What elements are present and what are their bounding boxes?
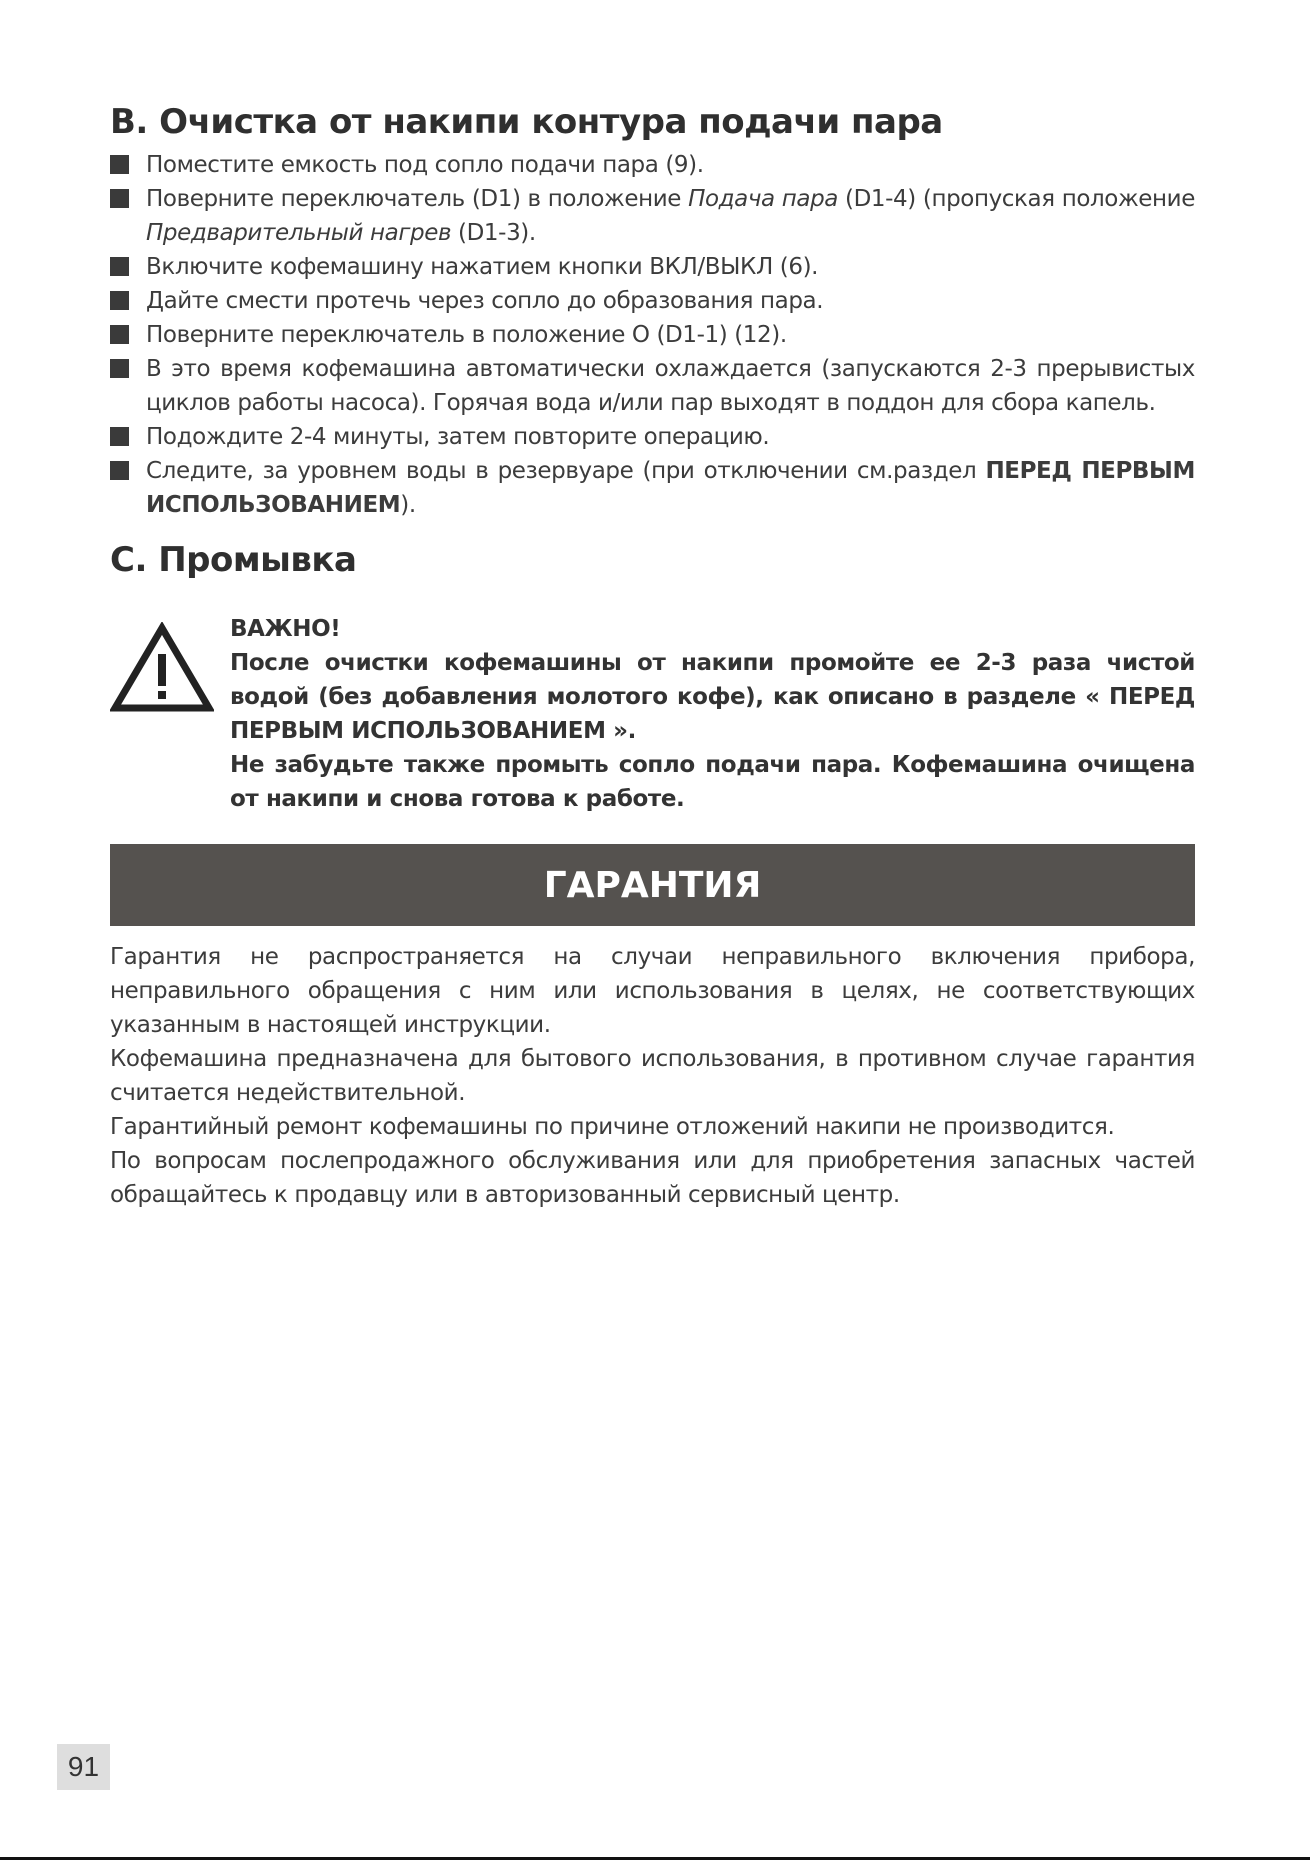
document-body [110,100,1195,1212]
warning-text: После очистки кофемашины от накипи промойте ее 2-3 раза чистой водой (без добавления молотого кофе), как описано в разделе « ПЕРЕД ПЕРВЫМ ИСПОЛЬЗОВАНИЕМ ». [230,650,1195,744]
list-item: В это время кофемашина автоматически охлаждается (запускаются 2-3 прерывистых циклов работы насоса). Горячая вода и/или пар выходят в поддон для сбора капель. [146,352,1195,420]
warranty-paragraph: Гарантия не распространяется на случаи неправильного включения прибора, неправильного обращения с ним или использования в целях, не соответствующих указанным в настоящей инструкции. [110,944,1195,1038]
list-item: Включите кофемашину нажатием кнопки ВКЛ/ВЫКЛ (6). [146,250,1195,284]
square-bullet-icon [110,461,129,480]
warning-triangle-icon [110,622,214,714]
warranty-banner [110,844,1195,926]
mode-preheat-label: Предварительный нагрев [146,220,452,246]
warranty-paragraph: По вопросам послепродажного обслуживания или для приобретения запасных частей обращайтесь к продавцу или в авторизованный сервисный центр. [110,1148,1195,1208]
list-item: Поверните переключатель в положение O (D1-1) (12). [146,318,1195,352]
warranty-paragraph: Кофемашина предназначена для бытового использования, в противном случае гарантия считается недействительной. [110,1046,1195,1106]
mode-steam-label: Подача пара [688,186,838,212]
section-reference: ПЕРЕД ПЕРВЫМ ИСПОЛЬЗОВАНИЕМ [146,458,1195,518]
section-b-list [110,148,1195,522]
warranty-title: ГАРАНТИЯ [543,864,762,906]
square-bullet-icon [110,359,129,378]
warning-notice [110,612,1195,816]
list-item: Следите, за уровнем воды в резервуаре (при отключении см.раздел ПЕРЕД ПЕРВЫМ ИСПОЛЬЗОВАНИЕМ). [146,454,1195,522]
page-number: 91 [57,1744,110,1790]
warranty-paragraph: Гарантийный ремонт кофемашины по причине отложений накипи не производится. [110,1114,1115,1140]
square-bullet-icon [110,427,129,446]
list-item: Дайте смести протечь через сопло до образования пара. [146,284,1195,318]
list-item: Подождите 2-4 минуты, затем повторите операцию. [146,420,1195,454]
square-bullet-icon [110,291,129,310]
square-bullet-icon [110,155,129,174]
list-item: Поверните переключатель (D1) в положение Подача пара (D1-4) (пропуская положение Предварительный нагрев (D1-3). [146,182,1195,250]
list-item: Поместите емкость под сопло подачи пара (9). [146,148,1195,182]
square-bullet-icon [110,257,129,276]
section-c-title: C. Промывка [110,540,357,580]
section-b-title: B. Очистка от накипи контура подачи пара [110,102,943,142]
warning-text: Не забудьте также промыть сопло подачи пара. Кофемашина очищена от накипи и снова готова к работе. [230,752,1195,812]
warning-heading: ВАЖНО! [230,616,341,642]
section-c [110,538,1195,816]
warranty-text [110,940,1195,1212]
square-bullet-icon [110,325,129,344]
square-bullet-icon [110,189,129,208]
